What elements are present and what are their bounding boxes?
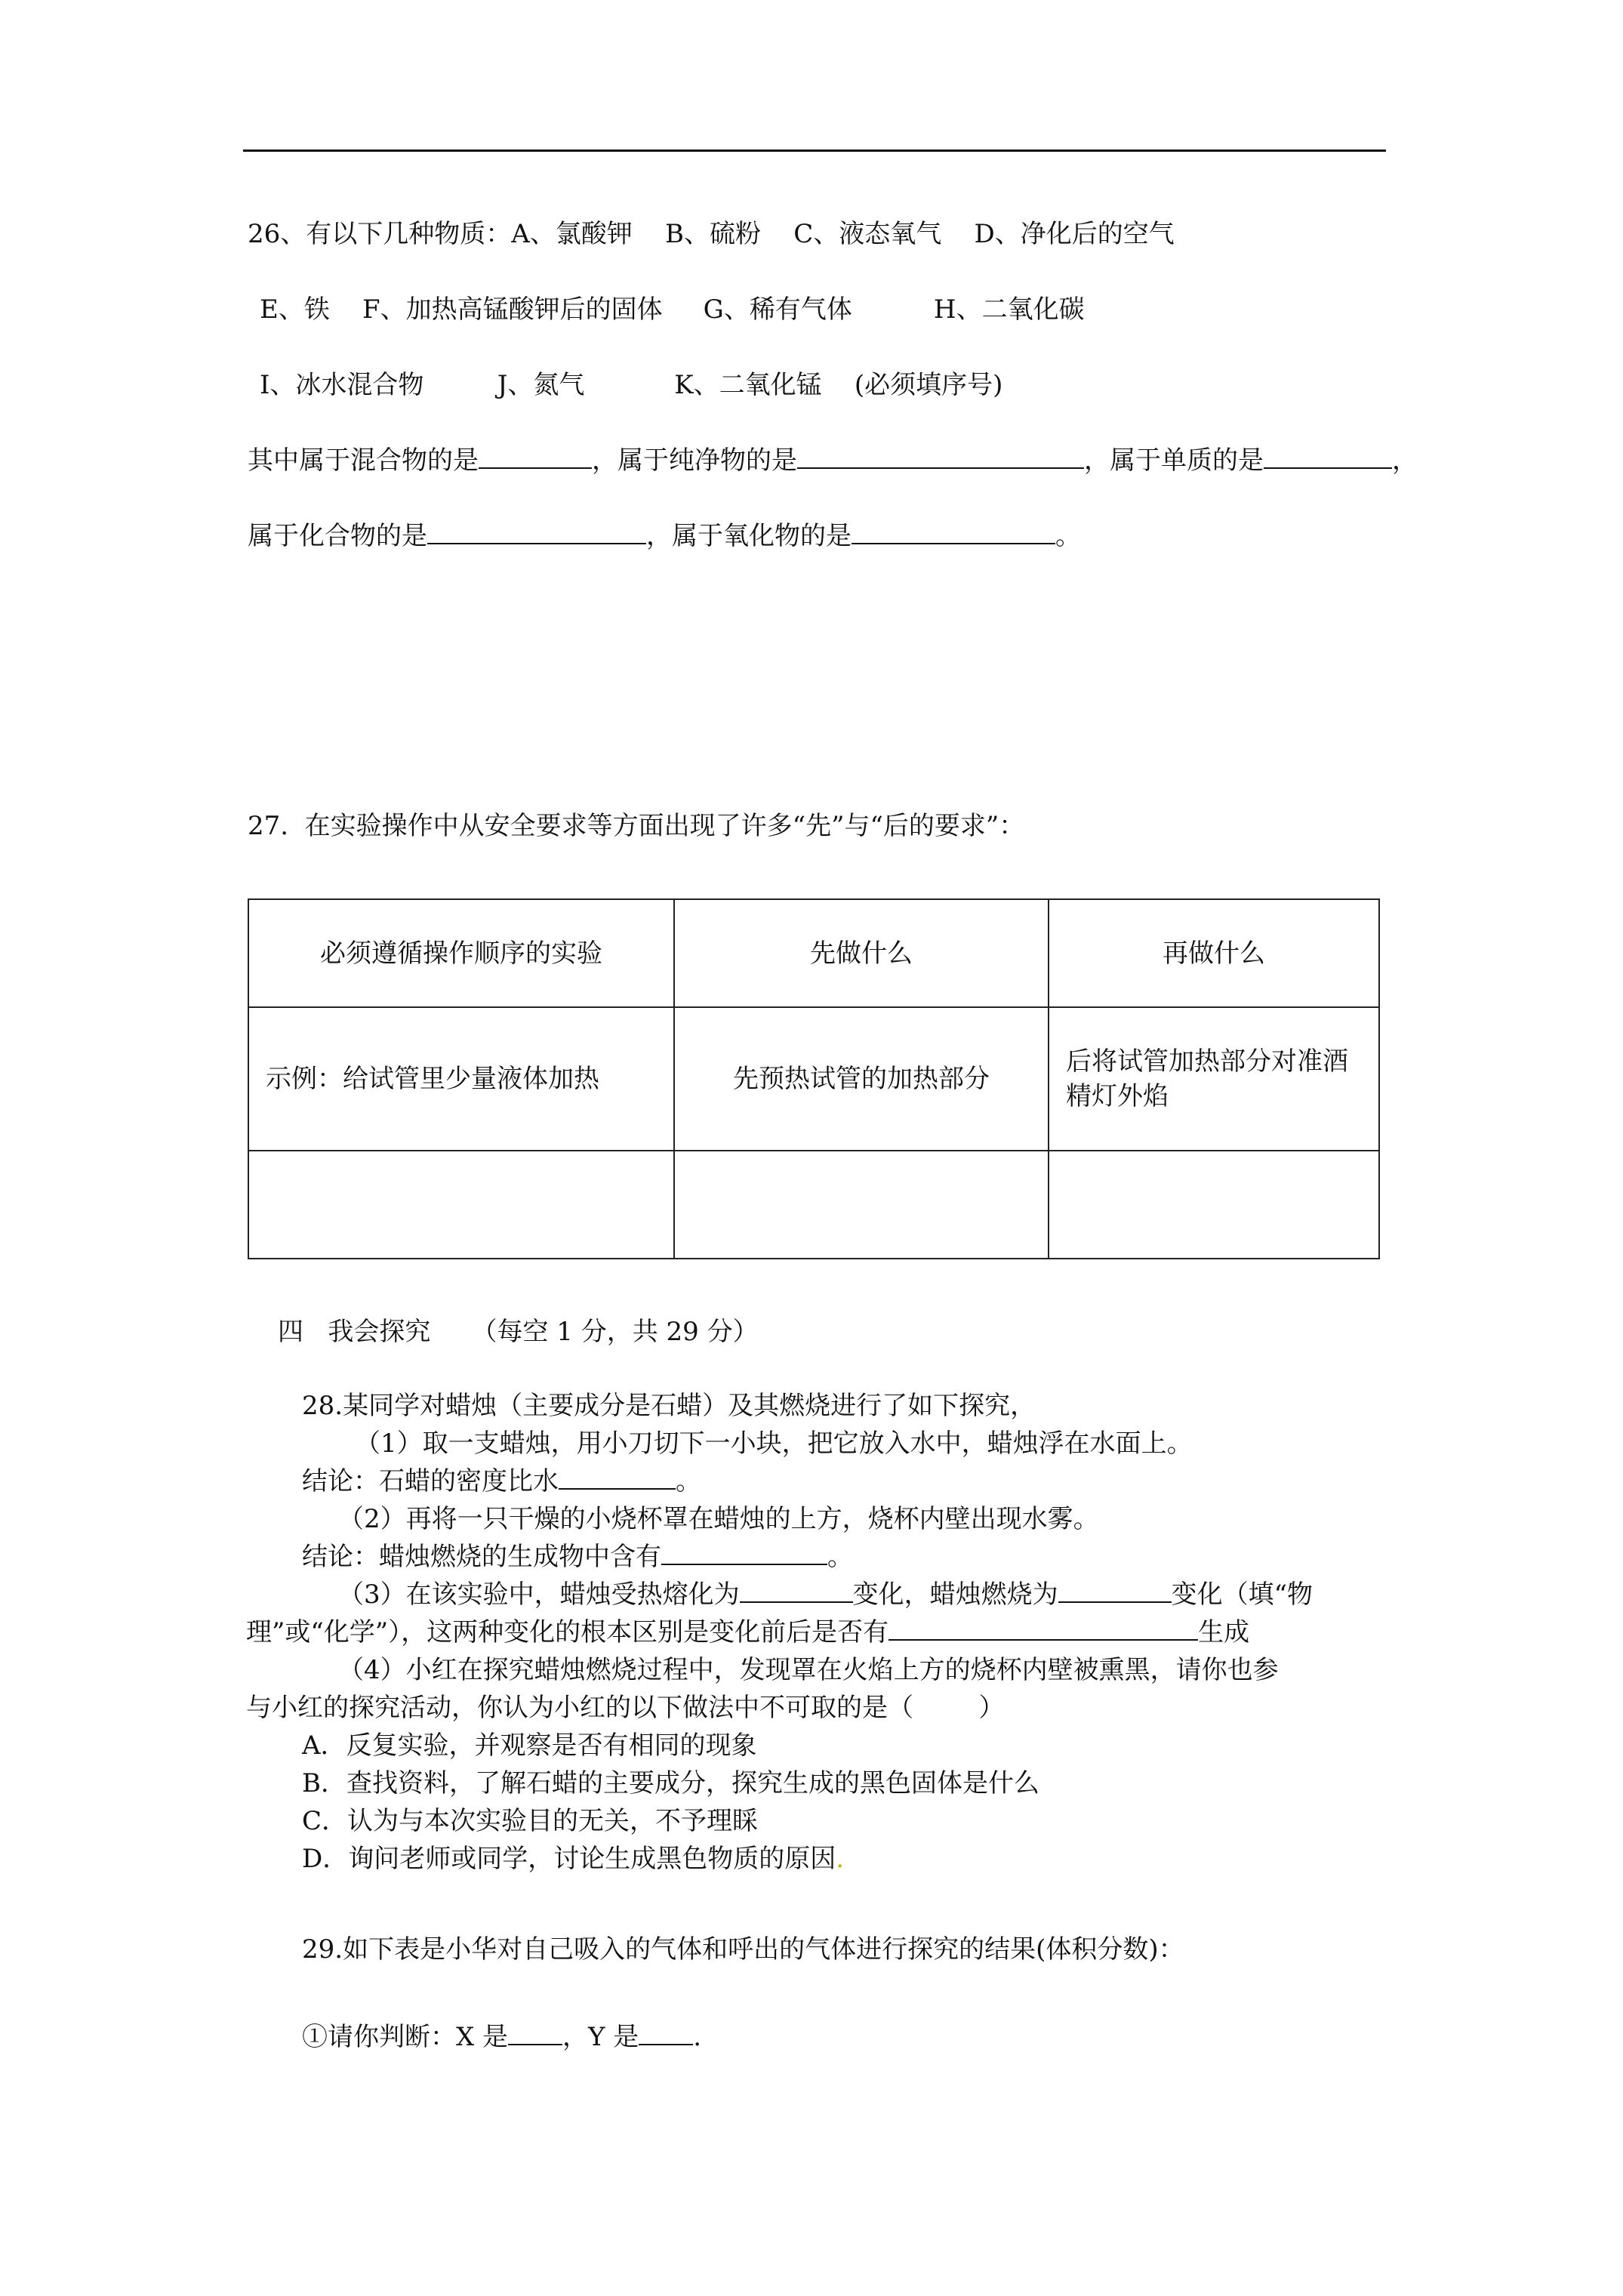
conclusion1-end: 。 (676, 1466, 701, 1496)
answer-experiment-cell[interactable] (248, 1151, 674, 1259)
mixture-label: 其中属于混合物的是 (248, 445, 479, 476)
q28-conclusion2 (302, 1540, 853, 1573)
element-label: ，属于单质的是 (1084, 445, 1264, 476)
example-first: 先预热试管的加热部分 (674, 1007, 1049, 1151)
step3-text-a: （3）在该实验中，蜡烛受热熔化为 (338, 1579, 740, 1610)
judge-text-c: . (693, 2022, 702, 2052)
q28-step1: （1）取一支蜡烛，用小刀切下一小块，把它放入水中，蜡烛浮在水面上。 (355, 1428, 1193, 1459)
element-blank[interactable] (1264, 445, 1392, 469)
conclusion1-text: 结论：石蜡的密度比水 (302, 1466, 559, 1496)
table-answer-row[interactable] (248, 1151, 1379, 1259)
q28-option-b[interactable]: B．查找资料，了解石蜡的主要成分，探究生成的黑色固体是什么 (302, 1768, 1039, 1798)
header-rule (243, 149, 1386, 152)
header-first: 先做什么 (674, 899, 1049, 1007)
section4-title: 四 我会探究 （每空 1 分，共 29 分） (278, 1317, 759, 1347)
q28-option-c[interactable]: C．认为与本次实验目的无关，不予理睬 (302, 1806, 759, 1836)
q28-step2: （2）再将一只干燥的小烧杯罩在蜡烛的上方，烧杯内壁出现水雾。 (338, 1504, 1099, 1534)
judge-text-b: ，Y 是 (562, 2022, 639, 2052)
q26-classify-line2 (248, 519, 1081, 553)
oxide-blank[interactable] (852, 520, 1055, 544)
conclusion2-text: 结论：蜡烛燃烧的生成物中含有 (302, 1542, 661, 1572)
example-experiment: 示例：给试管里少量液体加热 (248, 1007, 674, 1151)
q26-line1: 26、有以下几种物质：A、氯酸钾 B、硫粉 C、液态氧气 D、净化后的空气 (248, 219, 1175, 249)
judge-text-a: ①请你判断：X 是 (302, 2022, 509, 2052)
compound-blank[interactable] (427, 520, 646, 544)
q28-conclusion1 (302, 1465, 701, 1498)
q28-step3 (338, 1578, 1313, 1611)
pure-label: ，属于纯净物的是 (592, 445, 797, 476)
conclusion2-end: 。 (827, 1542, 853, 1572)
q26-line3: I、冰水混合物 J、氮气 K、二氧化锰 (必须填序号) (260, 370, 1003, 400)
option-d-dot: . (836, 1844, 845, 1874)
mixture-blank[interactable] (479, 445, 592, 469)
example-then: 后将试管加热部分对准酒精灯外焰 (1049, 1007, 1379, 1151)
header-experiment: 必须遵循操作顺序的实验 (248, 899, 674, 1007)
table-example-row (248, 1007, 1379, 1151)
step3-text-c: 变化（填“物 (1171, 1579, 1313, 1610)
operation-order-table (248, 898, 1380, 1259)
step3-text-d: 理”或“化学”），这两种变化的根本区别是变化前后是否有 (246, 1617, 889, 1647)
q26-classify-line1 (248, 444, 1418, 477)
melting-change-blank[interactable] (740, 1579, 853, 1603)
q29-intro: 29.如下表是小华对自己吸入的气体和呼出的气体进行探究的结果(体积分数)： (302, 1934, 1184, 1965)
step3-text-b: 变化，蜡烛燃烧为 (852, 1579, 1058, 1610)
header-then: 再做什么 (1049, 899, 1379, 1007)
product-blank[interactable] (661, 1541, 827, 1565)
q28-option-d[interactable] (302, 1842, 844, 1875)
q28-option-a[interactable]: A．反复实验，并观察是否有相同的现象 (302, 1730, 757, 1761)
q26-line2: E、铁 F、加热高锰酸钾后的固体 G、稀有气体 H、二氧化碳 (260, 294, 1085, 325)
q27-title: 27. 在实验操作中从安全要求等方面出现了许多“先”与“后的要求”： (248, 811, 1025, 841)
element-tail: ， (1392, 445, 1418, 476)
option-d-text: D．询问老师或同学，讨论生成黑色物质的原因 (302, 1844, 836, 1874)
oxide-label: ，属于氧化物的是 (646, 521, 852, 551)
answer-then-cell[interactable] (1049, 1151, 1379, 1259)
q29-judge (302, 2020, 701, 2054)
q26-end: 。 (1055, 521, 1081, 551)
compound-label: 属于化合物的是 (248, 521, 427, 551)
burning-change-blank[interactable] (1058, 1579, 1172, 1603)
step3-text-e: 生成 (1198, 1617, 1250, 1647)
q28-step3-cont (246, 1616, 1249, 1649)
y-blank[interactable] (639, 2021, 693, 2045)
new-substance-blank[interactable] (888, 1616, 1198, 1641)
pure-blank[interactable] (797, 445, 1084, 469)
table-header-row (248, 899, 1379, 1007)
q28-step4: （4）小红在探究蜡烛燃烧过程中，发现罩在火焰上方的烧杯内壁被熏黑，请你也参 (338, 1655, 1279, 1685)
q28-intro: 28.某同学对蜡烛（主要成分是石蜡）及其燃烧进行了如下探究， (302, 1391, 1036, 1421)
x-blank[interactable] (508, 2021, 562, 2045)
density-blank[interactable] (559, 1465, 676, 1490)
q28-step4-cont: 与小红的探究活动，你认为小红的以下做法中不可取的是（ ） (246, 1693, 1005, 1723)
answer-first-cell[interactable] (674, 1151, 1049, 1259)
